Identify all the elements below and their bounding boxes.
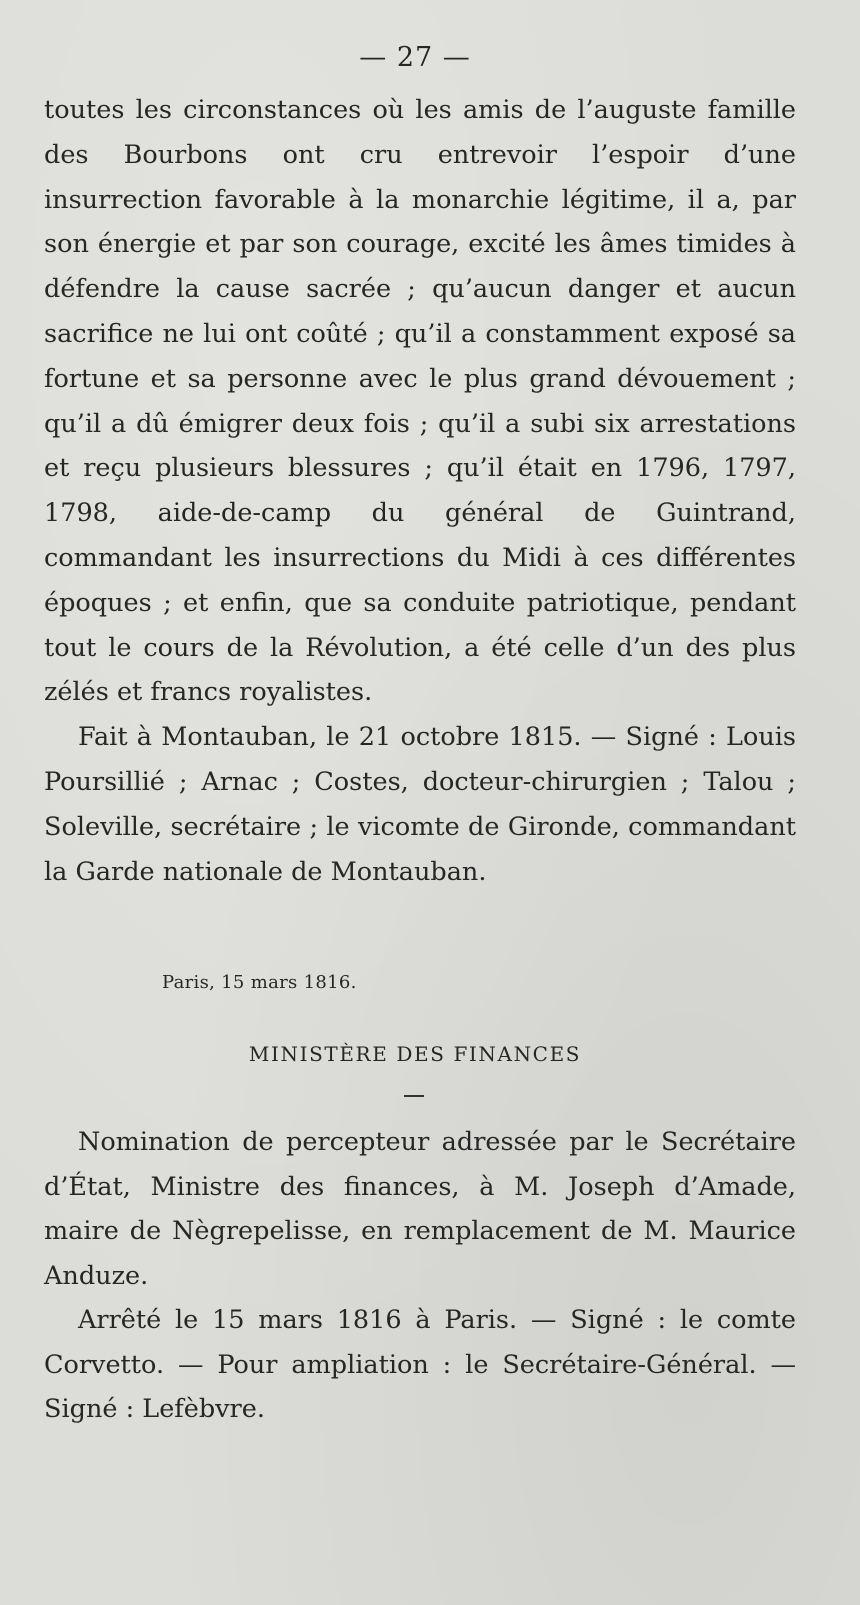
paragraph-services: toutes les circonstances où les amis de l’auguste famille des Bourbons ont cru entrevoir l’espoir d’une insurrection favorable à la monarchie légitime, il a, par son énergie et par son courage, excité les âmes timides à défendre la cause sacrée ; qu’aucun danger et aucun sacrifice ne lui ont coûté ; qu’il a constamment exposé sa fortune et sa personne avec le plus grand dévouement ; qu’il a dû émigrer deux fois ; qu’il a subi six arrestations et reçu plusieurs blessures ; qu’il était en 1796, 1797, 1798, aide-de-camp du général de Guintrand, commandant les insurrections du Midi à ces différentes époques ; et enfin, que sa conduite patriotique, pendant tout le cours de la Révolution, a été celle d’un des plus zélés et francs royalistes.: [44, 95, 796, 708]
paragraph-arrete: Arrêté le 15 mars 1816 à Paris. — Signé : le comte Corvetto. — Pour ampliation : le Secrétaire-Général. — Signé : Lefèbvre.: [44, 1305, 796, 1424]
heading-divider: [404, 1095, 424, 1097]
paragraph-signatures: Fait à Montauban, le 21 octobre 1815. — Signé : Louis Poursillié ; Arnac ; Costes, docteur-chirurgien ; Talou ; Soleville, secrétaire ; le vicomte de Gironde, commandant la Garde nationale de Montauban.: [44, 722, 796, 887]
page-number: — 27 —: [359, 42, 471, 73]
body-text-2: [44, 1120, 796, 1432]
body-text: [44, 88, 796, 894]
section-heading: MINISTÈRE DES FINANCES: [248, 1042, 582, 1066]
paragraph-nomination: Nomination de percepteur adressée par le Secrétaire d’État, Ministre des finances, à M. Joseph d’Amade, maire de Nègrepelisse, en remplacement de M. Maurice Anduze.: [44, 1127, 796, 1291]
dateline: Paris, 15 mars 1816.: [162, 972, 357, 993]
